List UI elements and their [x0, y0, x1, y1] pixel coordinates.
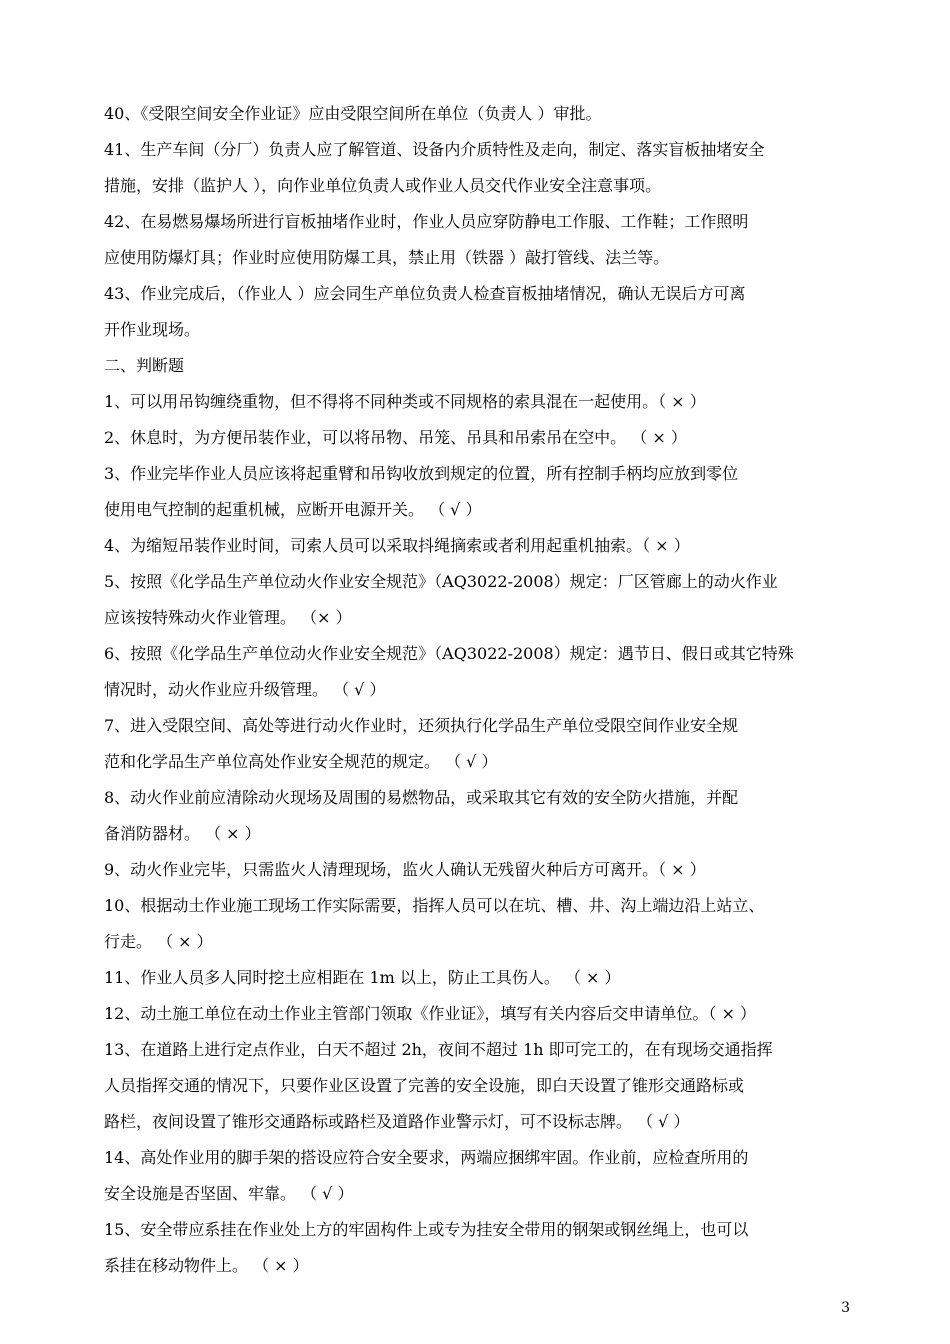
- question-item: [104, 1140, 852, 1212]
- text-line: 40、《受限空间安全作业证》应由受限空间所在单位（负责人 ）审批。: [104, 104, 602, 123]
- text-line: 1、可以用吊钩缠绕重物，但不得将不同种类或不同规格的索具混在一起使用。（ × ）: [104, 392, 706, 411]
- text-line: 13、在道路上进行定点作业，白天不超过 2h，夜间不超过 1h 即可完工的，在有现场交通指挥: [104, 1040, 773, 1059]
- text-line: 开作业现场。: [104, 320, 201, 339]
- question-item: [104, 852, 852, 888]
- text-line: 行走。 （ × ）: [104, 932, 213, 951]
- question-item: [104, 888, 852, 960]
- text-line: 43、作业完成后，（作业人 ）应会同生产单位负责人检查盲板抽堵情况，确认无误后方可离: [104, 284, 746, 303]
- text-line: 应使用防爆灯具；作业时应使用防爆工具，禁止用（铁器 ）敲打管线、法兰等。: [104, 248, 670, 267]
- question-item: [104, 132, 852, 204]
- text-line: 措施，安排（监护人 ），向作业单位负责人或作业人员交代作业安全注意事项。: [104, 176, 662, 195]
- text-line: 5、按照《化学品生产单位动火作业安全规范》（AQ3022-2008）规定：厂区管廊上的动火作业: [104, 572, 778, 591]
- question-item: [104, 1212, 852, 1284]
- text-line: 41、生产车间（分厂）负责人应了解管道、设备内介质特性及走向，制定、落实盲板抽堵安全: [104, 140, 765, 159]
- text-line: 4、为缩短吊装作业时间，司索人员可以采取抖绳摘索或者利用起重机抽索。（ × ）: [104, 536, 690, 555]
- question-item: [104, 960, 852, 996]
- text-line: 二、判断题: [104, 356, 185, 375]
- text-line: 8、动火作业前应清除动火现场及周围的易燃物品，或采取其它有效的安全防火措施，并配: [104, 788, 739, 807]
- question-item: [104, 996, 852, 1032]
- question-item: [104, 780, 852, 852]
- section-heading: [104, 348, 852, 384]
- text-line: 应该按特殊动火作业管理。 （× ）: [104, 608, 352, 627]
- page-number: 3: [841, 1300, 850, 1316]
- text-line: 安全设施是否坚固、牢靠。 （ √ ）: [104, 1184, 354, 1203]
- text-line: 6、按照《化学品生产单位动火作业安全规范》（AQ3022-2008）规定：遇节日、假日或其它特殊: [104, 644, 794, 663]
- text-line: 10、根据动土作业施工现场工作实际需要，指挥人员可以在坑、槽、井、沟上端边沿上站立、: [104, 896, 765, 915]
- question-item: [104, 636, 852, 708]
- question-item: [104, 456, 852, 528]
- question-item: [104, 204, 852, 276]
- question-item: [104, 1032, 852, 1140]
- question-item: [104, 564, 852, 636]
- text-line: 2、休息时，为方便吊装作业，可以将吊物、吊笼、吊具和吊索吊在空中。 （ × ）: [104, 428, 687, 447]
- text-line: 人员指挥交通的情况下，只要作业区设置了完善的安全设施，即白天设置了锥形交通路标或: [104, 1076, 745, 1095]
- text-line: 12、动土施工单位在动土作业主管部门领取《作业证》，填写有关内容后交申请单位。（ × ）: [104, 1004, 756, 1023]
- text-line: 7、进入受限空间、高处等进行动火作业时，还须执行化学品生产单位受限空间作业安全规: [104, 716, 739, 735]
- text-line: 9、动火作业完毕，只需监火人清理现场，监火人确认无残留火种后方可离开。（ × ）: [104, 860, 706, 879]
- question-item: [104, 420, 852, 456]
- question-item: [104, 528, 852, 564]
- text-line: 系挂在移动物件上。 （ × ）: [104, 1256, 309, 1275]
- text-line: 11、作业人员多人同时挖土应相距在 1m 以上，防止工具伤人。 （ × ）: [104, 968, 621, 987]
- question-item: [104, 384, 852, 420]
- document-body: [104, 96, 852, 1284]
- question-item: [104, 96, 852, 132]
- text-line: 备消防器材。 （ × ）: [104, 824, 261, 843]
- text-line: 情况时，动火作业应升级管理。 （ √ ）: [104, 680, 386, 699]
- text-line: 15、安全带应系挂在作业处上方的牢固构件上或专为挂安全带用的钢架或钢丝绳上，也可以: [104, 1220, 749, 1239]
- text-line: 路栏，夜间设置了锥形交通路标或路栏及道路作业警示灯，可不设标志牌。 （ √ ）: [104, 1112, 690, 1131]
- question-item: [104, 276, 852, 348]
- text-line: 3、作业完毕作业人员应该将起重臂和吊钩收放到规定的位置，所有控制手柄均应放到零位: [104, 464, 739, 483]
- question-item: [104, 708, 852, 780]
- text-line: 14、高处作业用的脚手架的搭设应符合安全要求，两端应捆绑牢固。作业前，应检查所用的: [104, 1148, 749, 1167]
- text-line: 42、在易燃易爆场所进行盲板抽堵作业时，作业人员应穿防静电工作服、工作鞋；工作照明: [104, 212, 749, 231]
- text-line: 使用电气控制的起重机械，应断开电源开关。 （ √ ）: [104, 500, 482, 519]
- text-line: 范和化学品生产单位高处作业安全规范的规定。 （ √ ）: [104, 752, 498, 771]
